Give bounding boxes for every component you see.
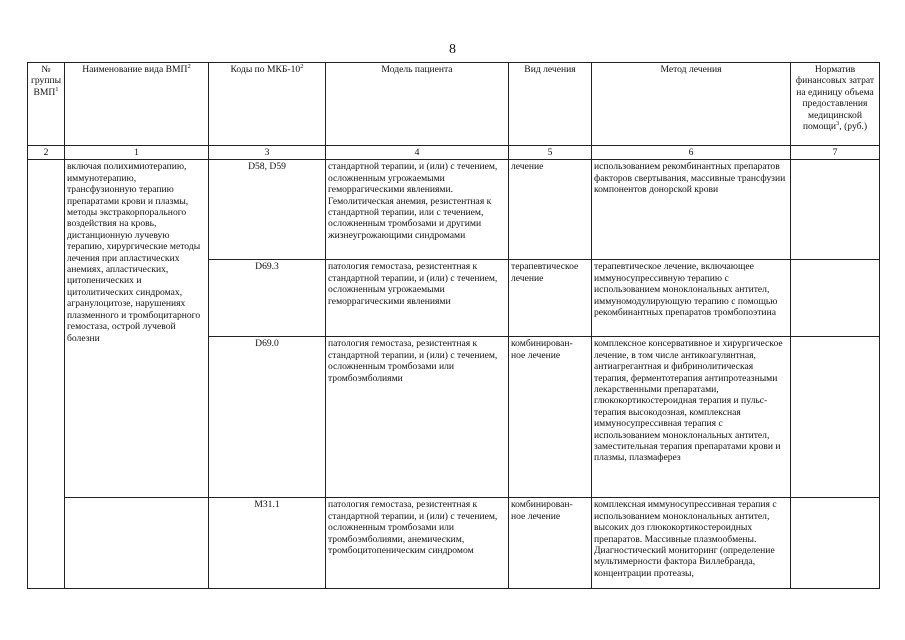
vmp-name-cell: включая полихимиотерапию, иммунотерапию, трансфузионную терапию препаратами крови и плазмы, методы экстракорпорального воздействия на кровь, дистанционную лучевую терапию, хирургические методы лечения при апластических анемиях, апластических, цитопенических и цитолитических синдромах, агранулоцитозе, нарушениях плазменного и тромбоцитарного гемостаза, острой лучевой болезни bbox=[65, 160, 209, 498]
treatment-type-cell: комбинирован- ное лечение bbox=[509, 498, 592, 589]
cost-norm-cell bbox=[791, 498, 880, 589]
icd-code-cell: M31.1 bbox=[209, 498, 326, 589]
column-number: 6 bbox=[592, 146, 791, 160]
vmp-name-cell bbox=[65, 498, 209, 589]
icd-code-cell: D69.3 bbox=[209, 260, 326, 337]
treatment-method-cell: комплексная иммуносупрессивная терапия с использованием моноклональных антител, высоких доз глюкокортикостероидных препаратов. Массивные плазмообмены. Диагностический мониторинг (определение мультимерности фактора Виллебранда, концентрации протеазы, bbox=[592, 498, 791, 589]
group-cell bbox=[28, 160, 65, 260]
column-number: 4 bbox=[326, 146, 509, 160]
treatment-method-cell: терапевтическое лечение, включающее иммуносупрессивную терапию с использованием моноклональных антител, иммуномодулирующую терапию с помощью рекомбинантных препаратов тромбопоэтина bbox=[592, 260, 791, 337]
treatment-type-cell: терапевтическое лечение bbox=[509, 260, 592, 337]
icd-code-cell: D58, D59 bbox=[209, 160, 326, 260]
table-row bbox=[28, 160, 880, 260]
table-row bbox=[28, 498, 880, 589]
column-number: 3 bbox=[209, 146, 326, 160]
treatment-method-cell: комплексное консервативное и хирургическое лечение, в том числе антикоагулянтная, антиагрегантная и фибринолитическая терапия, ферментотерапия антипротеазными лекарственными препаратами, глюкокортикостероидная терапия и пульс-терапия высокодозная, комплексная иммуносупрессивная терапия с использованием моноклональных антител, заместительная терапия препаратами крови и плазмы, плазмаферез bbox=[592, 337, 791, 498]
group-cell bbox=[28, 337, 65, 498]
patient-model-cell: патология гемостаза, резистентная к стандартной терапии, и (или) с течением, осложненным угрожаемыми геморрагическими явлениями bbox=[326, 260, 509, 337]
patient-model-cell: патология гемостаза, резистентная к стандартной терапии, и (или) с течением, осложненным тромбозами или тромбоэмболиями bbox=[326, 337, 509, 498]
icd-code-cell: D69.0 bbox=[209, 337, 326, 498]
column-number: 5 bbox=[509, 146, 592, 160]
group-cell bbox=[28, 260, 65, 337]
header-vmp-name: Наименование вида ВМП$^2$ bbox=[65, 63, 209, 146]
column-number: 1 bbox=[65, 146, 209, 160]
header-cost-norm: Норматив финансовых затрат на единицу объема предоставления медицинской помощи$^3$, (руб.) bbox=[791, 63, 880, 146]
header-vmp-group: № группы ВМП$^1$ bbox=[28, 63, 65, 146]
treatment-type-cell: комбинирован- ное лечение bbox=[509, 337, 592, 498]
group-cell bbox=[28, 498, 65, 589]
vmp-table bbox=[27, 62, 880, 589]
header-patient-model: Модель пациента bbox=[326, 63, 509, 146]
header-icd-codes: Коды по МКБ-$10^2$ bbox=[209, 63, 326, 146]
header-treatment-method: Метод лечения bbox=[592, 63, 791, 146]
page-number: 8 bbox=[449, 42, 456, 57]
cost-norm-cell bbox=[791, 260, 880, 337]
patient-model-cell: патология гемостаза, резистентная к стандартной терапии, и (или) с течением, осложненным тромбозами или тромбоэмболиями, анемическим, тромбоцитопеническим синдромом bbox=[326, 498, 509, 589]
treatment-type-cell: лечение bbox=[509, 160, 592, 260]
patient-model-cell: стандартной терапии, и (или) с течением, осложненным угрожаемыми геморрагическими явлениями. Гемолитическая анемия, резистентная к стандартной терапии, или с течением, осложненным тромбозами и другими жизнеугрожающими синдромами bbox=[326, 160, 509, 260]
treatment-method-cell: использованием рекомбинантных препаратов факторов свертывания, массивные трансфузии компонентов донорской крови bbox=[592, 160, 791, 260]
cost-norm-cell bbox=[791, 337, 880, 498]
column-number: 7 bbox=[791, 146, 880, 160]
column-number-row bbox=[28, 146, 880, 160]
header-treatment-type: Вид лечения bbox=[509, 63, 592, 146]
header-row bbox=[28, 63, 880, 146]
cost-norm-cell bbox=[791, 160, 880, 260]
column-number: 2 bbox=[28, 146, 65, 160]
